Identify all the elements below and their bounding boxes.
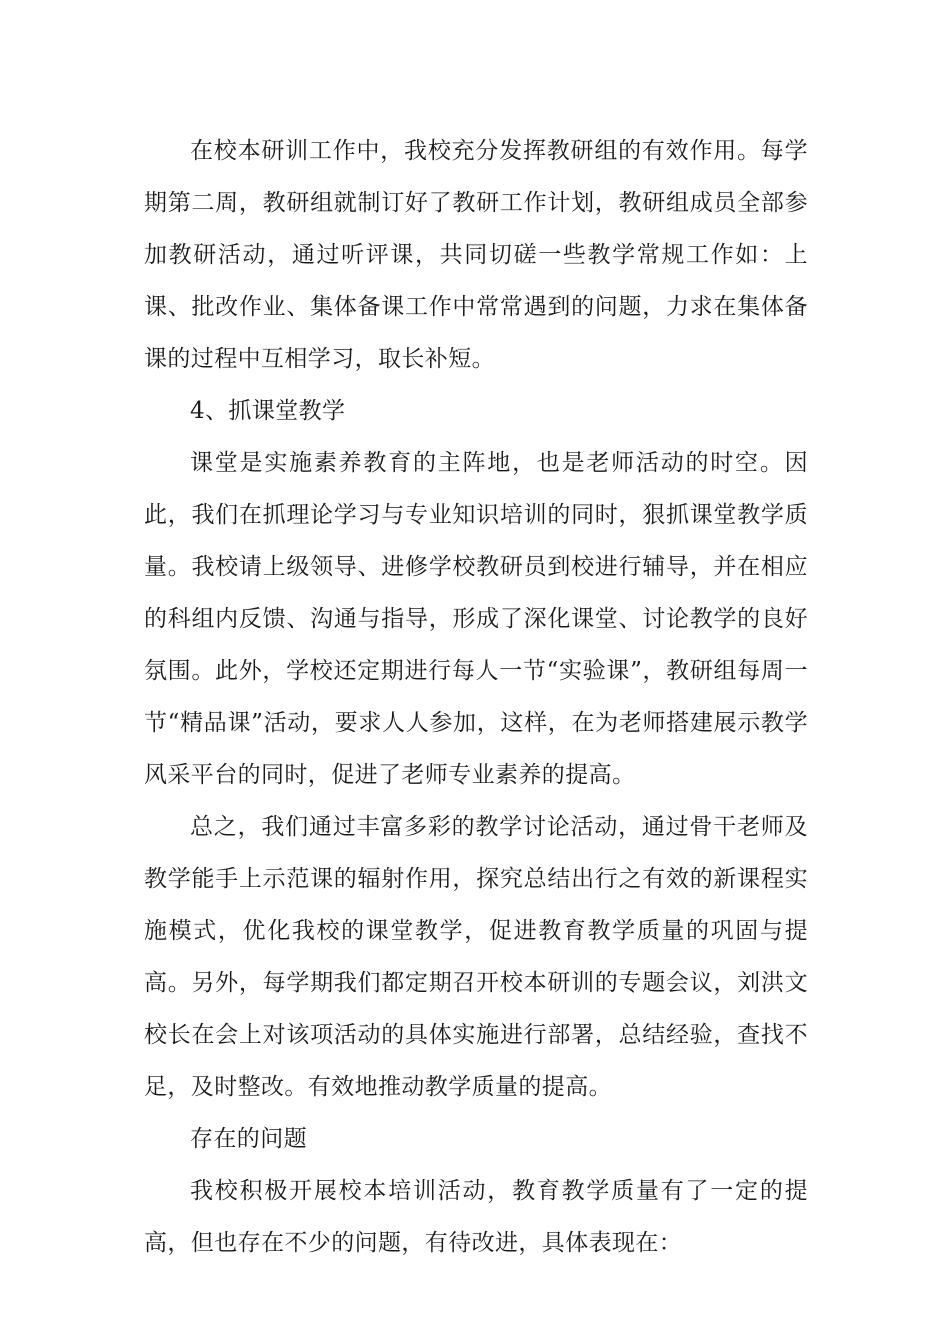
paragraph-teaching-research-groups: 在校本研训工作中，我校充分发挥教研组的有效作用。每学期第二周，教研组就制订好了教研工作计划，教研组成员全部参加教研活动，通过听评课，共同切磋一些教学常规工作如：上课、批改作业、集体备课工作中常常遇到的问题，力求在集体备课的过程中互相学习，取长补短。 bbox=[144, 138, 808, 372]
paragraph-summary: 总之，我们通过丰富多彩的教学讨论活动，通过骨干老师及教学能手上示范课的辐射作用，探究总结出行之有效的新课程实施模式，优化我校的课堂教学，促进教育教学质量的巩固与提高。另外，每学期我们都定期召开校本研训的专题会议，刘洪文校长在会上对该项活动的具体实施进行部署，总结经验，查找不足，及时整改。有效地推动教学质量的提高。 bbox=[144, 814, 808, 1100]
paragraph-problems-intro: 我校积极开展校本培训活动，教育教学质量有了一定的提高，但也存在不少的问题，有待改进，具体表现在： bbox=[144, 1178, 808, 1256]
section-heading-existing-problems: 存在的问题 bbox=[190, 1126, 307, 1152]
document-body bbox=[144, 125, 808, 1269]
section-heading-classroom-teaching: 4、抓课堂教学 bbox=[190, 398, 346, 424]
paragraph-classroom-quality: 课堂是实施素养教育的主阵地，也是老师活动的时空。因此，我们在抓理论学习与专业知识培训的同时，狠抓课堂教学质量。我校请上级领导、进修学校教研员到校进行辅导，并在相应的科组内反馈、沟通与指导，形成了深化课堂、讨论教学的良好氛围。此外，学校还定期进行每人一节“实验课”，教研组每周一节“精品课”活动，要求人人参加，这样，在为老师搭建展示教学风采平台的同时，促进了老师专业素养的提高。 bbox=[144, 450, 808, 788]
